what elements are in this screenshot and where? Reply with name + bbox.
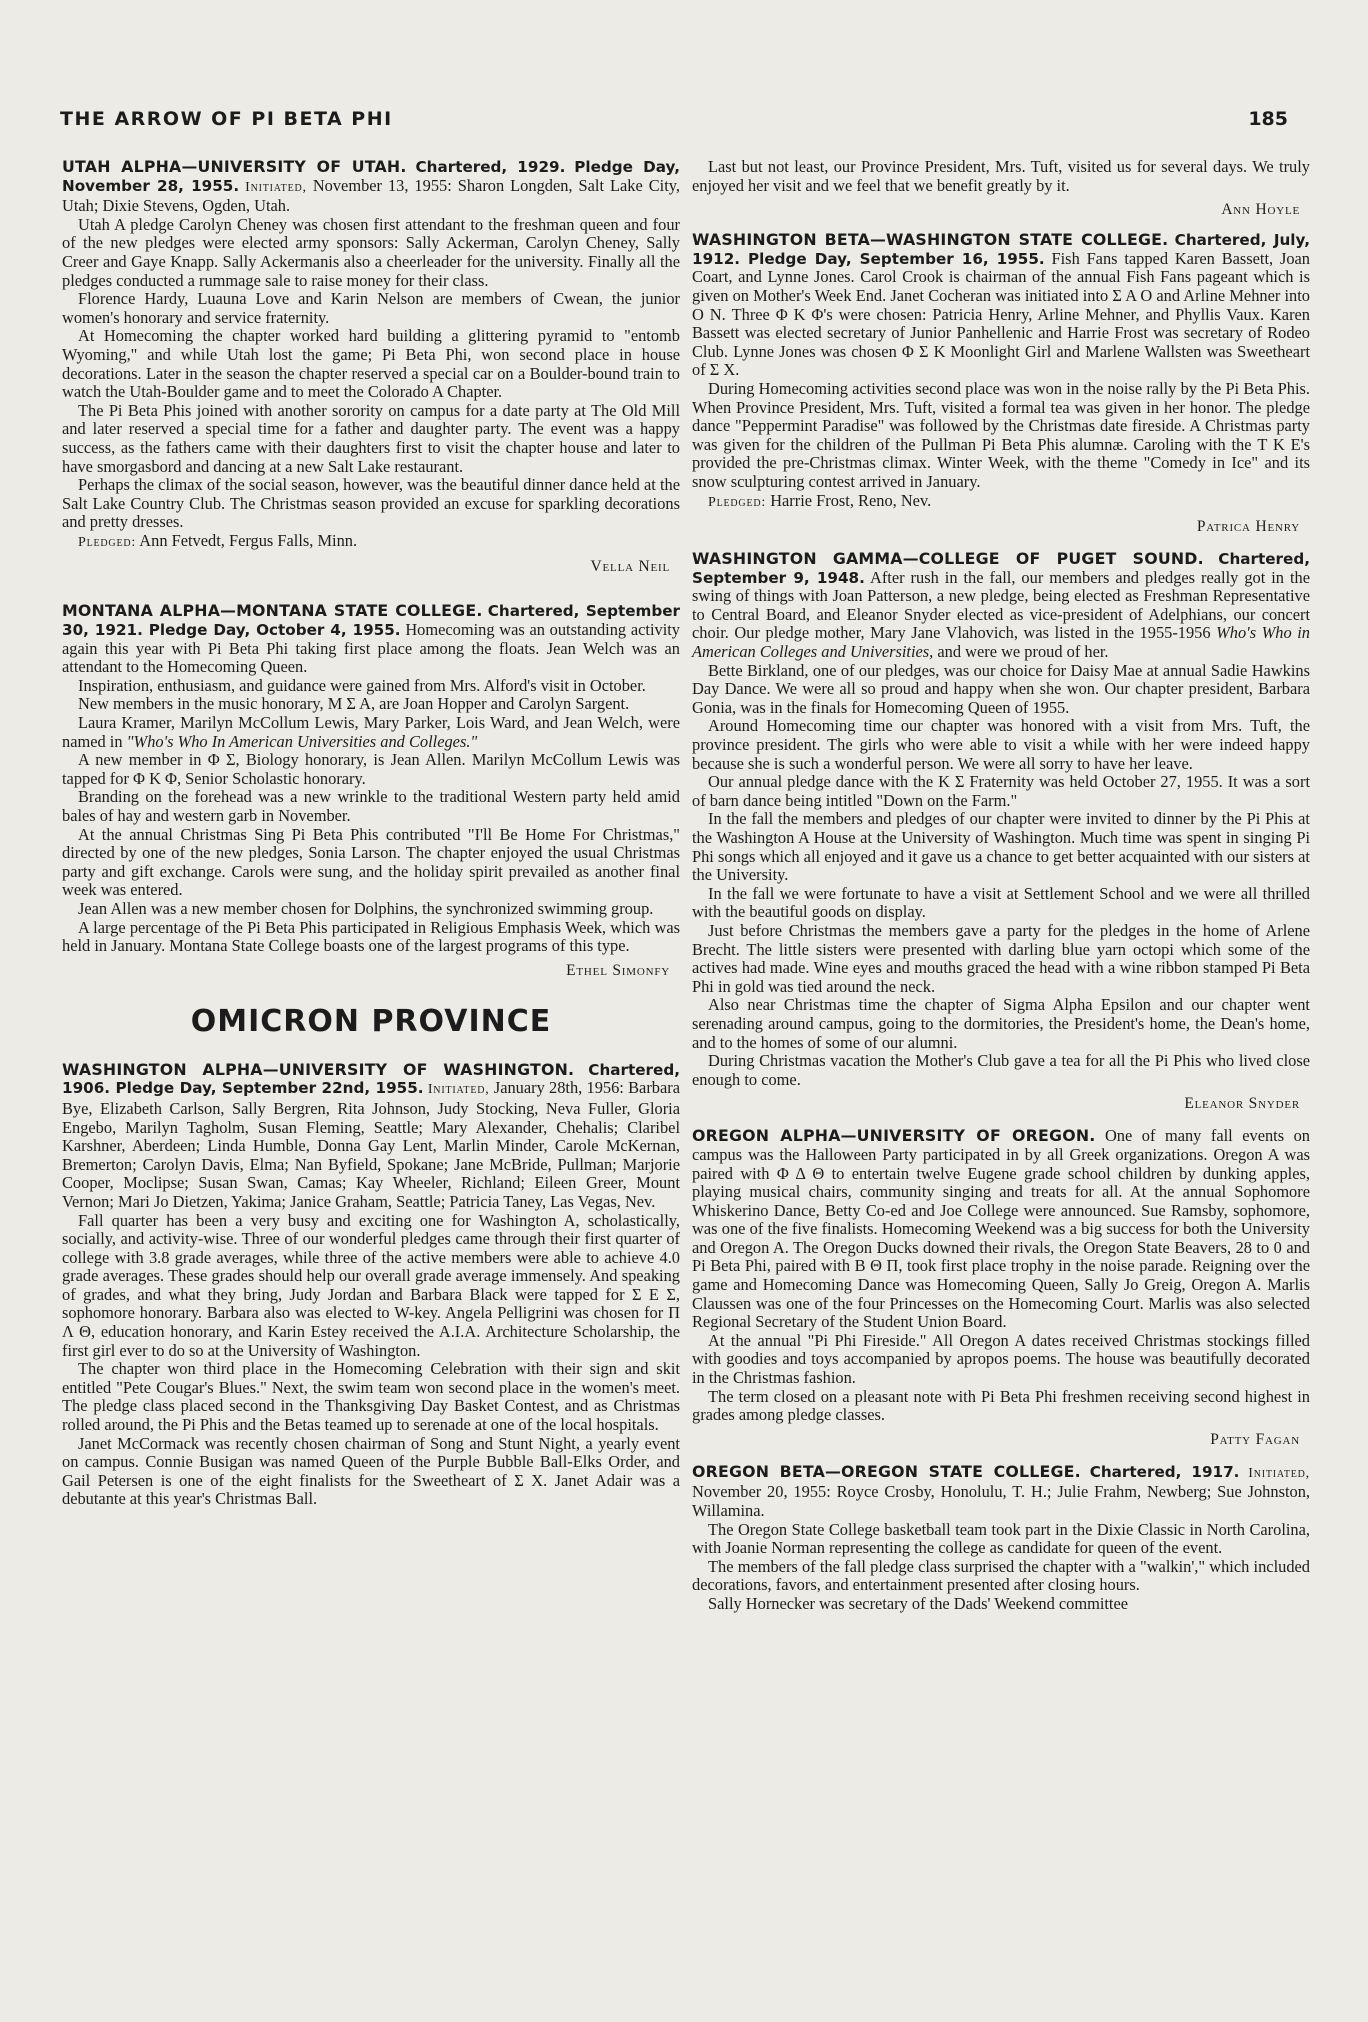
pledged-text: Ann Fetvedt, Fergus Falls, Minn. [139,530,358,550]
chartered-text: Chartered, September 30, 1921. Pledge Day, October 4, 1955. [62,602,680,640]
chapter-heading: WASHINGTON BETA—WASHINGTON STATE COLLEGE. [692,230,1169,250]
pledged-label: Pledged: [708,494,767,510]
publication-name: Who's Who in American Colleges and Universities, [692,623,1310,662]
paragraph-text: One of many fall events on campus was the Halloween Party participated in by all Greek organizations. Oregon A was paired with Φ Δ Θ to entertain twelve Eugene grade school children by dunking apples, playing musical chairs, community singing and treats for all. At the annual Sophomore Whiskerino Dance, Betty Co-ed and Joe College were announced. Sue Ramsby, sophomore, was one of the five finalists. Homecoming Weekend was a big success for both the University and Oregon A. The Oregon Ducks downed their rivals, the Oregon State Beavers, 28 to 0 and Pi Beta Phi, paired with Β Θ Π, took first place trophy in the noise parade. Reigning over the game and Homecoming Dance was Homecoming Queen, Sally Jo Greig, Oregon A. Marlis Claussen was one of the four Princesses on the Homecoming Court. Marlis was also selected Regional Secretary of the Student Union Board. [692,1126,1310,1332]
chapter-heading: MONTANA ALPHA—MONTANA STATE COLLEGE. [62,601,483,621]
paragraph: The members of the fall pledge class surprised the chapter with a "walkin'," which included decorations, favors, and entertainment presented after closing hours. [692,1556,1310,1595]
paragraph: Just before Christmas the members gave a party for the pledges in the home of Arlene Brecht. The little sisters were presented with darling blue yarn octopi which some of the actives had made. Wine eyes and mouths graced the head with a wine ribbon stamped Pi Beta Phi in gold was tied around the neck. [692,920,1310,996]
paragraph: A new member in Φ Σ, Biology honorary, is Jean Allen. Marilyn McCollum Lewis was tapped for Φ Κ Φ, Senior Scholastic honorary. [62,750,680,788]
chartered-text: Chartered, July, 1912. Pledge Day, September 16, 1955. [692,231,1310,268]
initiated-label: Initiated, [427,1082,490,1098]
section-gap [692,1113,1310,1127]
publication-title: THE ARROW OF PI BETA PHI [60,108,393,130]
paragraph: The term closed on a pleasant note with Pi Beta Phi freshmen receiving second highest in grades among pledge classes. [692,1386,1310,1425]
paragraph: The Oregon State College basketball team took part in the Dixie Classic in North Carolina, with Joanie Norman representing the college as candidate for queen of the event. [692,1519,1310,1558]
washington-alpha-intro [62,1061,680,1212]
paragraph: Florence Hardy, Luauna Love and Karin Nelson are members of Cwean, the junior women's honorary and service fraternity. [62,289,680,327]
chartered-text: Chartered, 1929. [415,158,566,176]
paragraph: Utah A pledge Carolyn Cheney was chosen first attendant to the freshman queen and four of the new pledges were elected army sponsors: Sally Ackerman, Carolyn Cheney, Sally Creer and Gaye Knapp. Sally Ackermanis also a cheerleader for the university. Finally all the pledges conducted a rummage sale to raise money for their class. [62,214,680,290]
washington-gamma-intro [692,550,1310,662]
publication-name: "Who's Who In American Universities and Colleges." [126,731,478,751]
signature: Patty Fagan [1210,1430,1300,1448]
paragraph: The Pi Beta Phis joined with another sorority on campus for a date party at The Old Mill and later reserved a special time for a father and daughter party. The event was a happy success, as the fathers came with their daughters first to visit the chapter house and later to have smorgasbord and dancing at a new Salt Lake restaurant. [62,400,680,476]
paragraph-text: After rush in the fall, our members and pledges really got in the swing of things with Joan Patterson, a new pledge, being elected as Freshman Representative to Central Board, and Eleanor Snyder elected as vice-president of Adelphians, our concert choir. Our pledge mother, Mary Jane Vlahovich, was listed in the 1955-1956 [692,567,1311,643]
signature: Eleanor Snyder [1184,1095,1300,1113]
signature: Ann Hoyle [1221,201,1300,219]
washington-beta-intro [692,231,1310,380]
section-gap [692,536,1310,550]
chapter-heading: OREGON BETA—OREGON STATE COLLEGE. [692,1461,1081,1481]
paragraph: In the fall we were fortunate to have a visit at Settlement School and we were all thrilled with the beautiful goods on display. [692,883,1310,922]
paragraph: Our annual pledge dance with the Κ Σ Fraternity was held October 27, 1955. It was a sort of barn dance being intitled "Down on the Farm." [692,772,1310,810]
paragraph: Also near Christmas time the chapter of Sigma Alpha Epsilon and our chapter went serenading around campus, going to the dormitories, the President's home, the Dean's home, and to the homes of some of our alumni. [692,995,1310,1052]
paragraph: Last but not least, our Province President, Mrs. Tuft, visited us for several days. We truly enjoyed her visit and we feel that we benefit greatly by it. [692,157,1310,195]
paragraph: At the annual Christmas Sing Pi Beta Phis contributed "I'll Be Home For Christmas," directed by one of the new pledges, Sonia Larson. The chapter enjoyed the usual Christmas party and gift exchange. Carols were sung, and the holiday spirit prevailed as another final week was entered. [62,824,680,900]
paragraph: Jean Allen was a new member chosen for Dolphins, the synchronized swimming group. [78,898,654,918]
signature: Patrica Henry [1196,518,1300,536]
pledged-line [62,532,680,553]
paragraph: During Christmas vacation the Mother's Club gave a tea for all the Pi Phis who lived close enough to come. [692,1051,1310,1089]
oregon-beta-intro [692,1463,1310,1521]
section-gap [62,576,680,602]
paragraph [62,714,680,751]
paragraph-text: Homecoming was an outstanding activity again this year with Pi Beta Phi taking first place among the floats. Jean Welch was an attendant to the Homecoming Queen. [62,620,680,677]
paragraph: At the annual "Pi Phi Fireside." All Oregon A dates received Christmas stockings filled with goodies and toys accompanied by apropos poems. The house was beautifully decorated in the Christmas fashion. [692,1330,1310,1388]
chapter-heading: UTAH ALPHA—UNIVERSITY OF UTAH. [62,157,407,176]
pledged-label: Pledged: [78,534,137,550]
utah-alpha-intro [62,158,680,216]
paragraph: Bette Birkland, one of our pledges, was our choice for Daisy Mae at annual Sadie Hawkins Day Dance. We were all so proud and happy when she won. Our chapter president, Barbara Gonia, was in the finals for Homecoming Queen of 1955. [692,660,1310,717]
chapter-heading: WASHINGTON GAMMA—COLLEGE OF PUGET SOUND. [692,549,1204,569]
page-number: 185 [1248,108,1288,130]
initiated-text: November 20, 1955: Royce Crosby, Honolulu, T. H.; Julie Frahm, Newberg; Sue Johnston, Willamina. [692,1482,1310,1520]
paragraph-text: Laura Kramer, Marilyn McCollum Lewis, Mary Parker, Lois Ward, and Jean Welch, were named in [62,713,680,751]
chapter-heading: WASHINGTON ALPHA—UNIVERSITY OF WASHINGTON. [62,1059,575,1079]
montana-alpha-intro [62,602,680,676]
initiated-label: Initiated, [245,179,307,195]
chartered-text: Chartered, 1917. [1089,1462,1240,1481]
paragraph: Sally Hornecker was secretary of the Dads' Weekend committee [708,1593,1129,1613]
chapter-heading: OREGON ALPHA—UNIVERSITY OF OREGON. [692,1126,1096,1146]
left-column [62,158,680,1509]
pledged-line [692,492,1310,513]
oregon-alpha-intro [692,1127,1310,1332]
right-column [692,158,1310,1614]
chartered-text: Chartered, 1906. Pledge Day, September 22nd, 1955. [62,1060,680,1098]
initiated-text: January 28th, 1956: Barbara Bye, Elizabeth Carlson, Sally Bergren, Rita Johnson, Judy Stocking, Neva Fuller, Gloria Engebo, Marilyn Tagholm, Susan Fleming, Seattle; Mary Alexander, Chehalis; Claribel Karshner, Aberdeen; Linda Humble, Donna Gay Lent, Marlin Minder, Carole McKernan, Bremerton; Carolyn Davis, Elma; Nan Byfield, Spokane; Jane McBride, Pullman; Marjorie Cooper, Moclipse; Susan Swan, Camas; Kay Wheeler, Richland; Eileen Greer, Mount Vernon; Mari Jo Dietzen, Yakima; Janice Graham, Seattle; Patricia Taney, Las Vegas, Nev. [62,1078,680,1211]
initiated-label: Initiated, [1248,1465,1310,1481]
paragraph: Around Homecoming time our chapter was honored with a visit from Mrs. Tuft, the province president. The girls who were able to visit a while with her were indeed happy because she is such a wonderful person. We were all sorry to have her leave. [692,716,1310,773]
initiated-text: November 13, 1955: Sharon Longden, Salt Lake City, Utah; Dixie Stevens, Ogden, Utah. [62,175,680,216]
paragraph-text: and were we proud of her. [937,642,1109,662]
paragraph: Perhaps the climax of the social season, however, was the beautiful dinner dance held at the Salt Lake Country Club. The Christmas season provided an excuse for sparkling decorations and pretty dresses. [62,475,680,532]
signature: Ethel Simonfy [566,961,670,979]
paragraph: Branding on the forehead was a new wrinkle to the traditional Western party held amid bales of hay and western garb in November. [62,787,680,825]
paragraph: During Homecoming activities second place was won in the noise rally by the Pi Beta Phis. When Province President, Mrs. Tuft, visited a formal tea was given in her honor. The pledge dance "Peppermint Paradise" was followed by the Christmas date fireside. A Christmas party was given for the children of the Pullman Pi Beta Phis alumnæ. Caroling with the Τ Κ Ε's provided the pre-Christmas climax. Winter Week, with the theme "Comedy in Ice" and its snow sculpturing contest arrived in January. [692,378,1310,491]
running-header [60,104,1288,134]
paragraph: Janet McCormack was recently chosen chairman of Song and Stunt Night, a yearly event on campus. Connie Busigan was named Queen of the Purple Bubble Ball-Elks Order, and Gail Petersen is one of the eight finalists for the Sweetheart of Σ Χ. Janet Adair was a debutante at this year's Christmas Ball. [62,1433,680,1509]
paragraph-text: Fish Fans tapped Karen Bassett, Joan Coart, and Lynne Jones. Carol Crook is chairman of the annual Fish Fans pageant which is given on Mother's Week End. Janet Cocheran was initiated into Σ Α Ο and Arline Mehner into Ο Ν. Three Φ Κ Φ's were chosen: Patricia Henry, Arline Mehner, and Phyllis Vaux. Karen Bassett was elected secretary of Junior Panhellenic and Harrie Frost was secretary of Rodeo Club. Lynne Jones was chosen Φ Σ Κ Moonlight Girl and Marlene Wallsten was Sweetheart of Σ Χ. [692,248,1310,380]
paragraph: Fall quarter has been a very busy and exciting one for Washington A, scholastically, socially, and activity-wise. Three of our wonderful pledges came through their first quarter of college with 3.8 grade averages, while three of the active members were able to achieve 4.0 grade averages. These grades should help our overall grade average immensely. And speaking of grades, and what they bring, Judy Jordan and Barbara Black were tapped for Σ Ε Σ, sophomore honorary. Barbara also was elected to W-key. Angela Pelligrini was chosen for Π Λ Θ, education honorary, and Karin Estey received the A.I.A. Architecture Scholarship, the first girl ever to do so at the University of Washington. [62,1210,680,1360]
signature: Vella Neil [590,558,670,576]
paragraph: The chapter won third place in the Homecoming Celebration with their sign and skit entitled "Pete Cougar's Blues." Next, the swim team won second place in the women's meet. The pledge class placed second in the Thanksgiving Day Basket Contest, and as Christmas rolled around, the Pi Phis and the Betas teamed up to serenade at one of the local hospitals. [62,1359,680,1435]
paragraph: At Homecoming the chapter worked hard building a glittering pyramid to "entomb Wyoming," and while Utah lost the game; Pi Beta Phi, won second place in house decorations. Later in the season the chapter reserved a special car on a Boulder-bound train to watch the Utah-Boulder game and to meet the Colorado A Chapter. [62,326,680,402]
paragraph: Inspiration, enthusiasm, and guidance were gained from Mrs. Alford's visit in October. [78,675,646,695]
province-heading: OMICRON PROVINCE [190,1003,552,1039]
pledged-text: Harrie Frost, Reno, Nev. [770,490,932,510]
paragraph: New members in the music honorary, Μ Σ Α, are Joan Hopper and Carolyn Sargent. [78,694,630,714]
pledge-day-text: Pledge Day, November 28, 1955. [62,158,680,195]
chartered-text: Chartered, September 9, 1948. [692,550,1310,587]
paragraph: In the fall the members and pledges of our chapter were invited to dinner by the Pi Phis at the Washington A House at the University of Washington. Much time was spent in singing Pi Phi songs which all enjoyed and it gave us a chance to get better acquainted with our sisters at the University. [692,809,1310,885]
section-gap [692,1449,1310,1463]
paragraph: A large percentage of the Pi Beta Phis participated in Religious Emphasis Week, which was held in January. Montana State College boasts one of the largest programs of this type. [62,917,680,956]
